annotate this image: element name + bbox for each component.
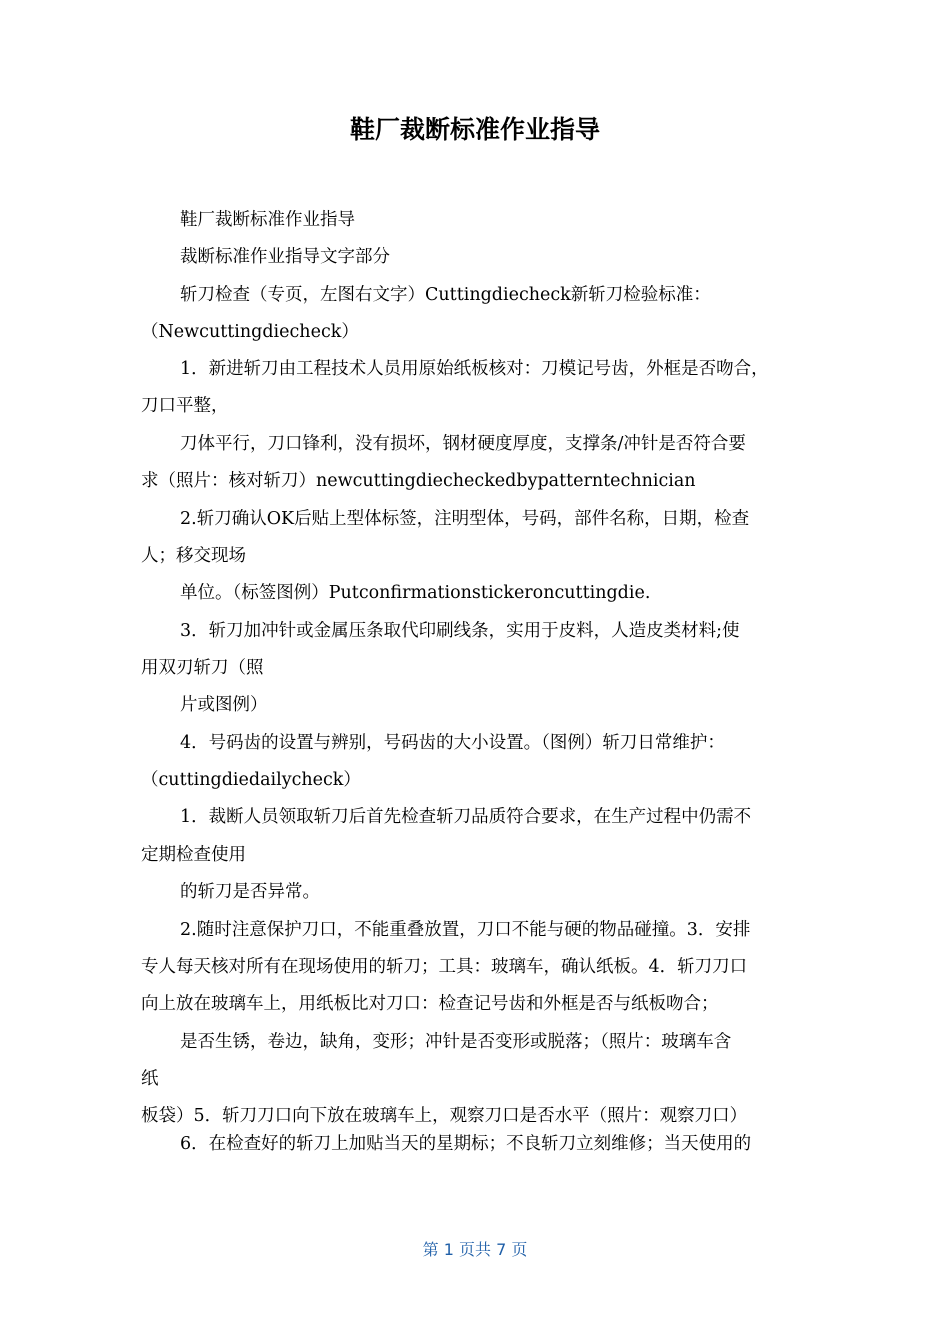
- body-line: 人；移交现场: [141, 546, 246, 566]
- body-line: 求（照片：核对斩刀）newcuttingdiecheckedbypatterntechnician: [141, 471, 696, 491]
- body-line: 6．在检查好的斩刀上加贴当天的星期标；不良斩刀立刻维修；当天使用的: [180, 1134, 752, 1154]
- body-line: 2.斩刀确认OK后贴上型体标签，注明型体，号码，部件名称，日期，检查: [180, 509, 750, 529]
- body-line: 向上放在玻璃车上，用纸板比对刀口：检查记号齿和外框是否与纸板吻合；: [141, 994, 719, 1014]
- body-line: 斩刀检查（专页，左图右文字）Cuttingdiecheck新斩刀检验标准：: [180, 285, 711, 305]
- body-line: 纸: [141, 1069, 159, 1089]
- body-line: 刀口平整，: [141, 396, 229, 416]
- body-line: （cuttingdiedailycheck）: [141, 770, 361, 790]
- body-line: 3．斩刀加冲针或金属压条取代印刷线条，实用于皮料，人造皮类材料;使: [180, 621, 740, 641]
- body-line: （Newcuttingdiecheck）: [141, 322, 359, 342]
- body-line: 的斩刀是否异常。: [180, 882, 320, 902]
- body-line: 专人每天核对所有在现场使用的斩刀；工具：玻璃车，确认纸板。4．斩刀刀口: [141, 957, 748, 977]
- body-line: 板袋）5．斩刀刀口向下放在玻璃车上，观察刀口是否水平（照片：观察刀口）: [141, 1106, 748, 1126]
- body-line: 刀体平行，刀口锋利，没有损坏，钢材硬度厚度，支撑条/冲针是否符合要: [180, 434, 746, 454]
- body-line: 1．新进斩刀由工程技术人员用原始纸板核对：刀模记号齿，外框是否吻合，: [180, 359, 769, 379]
- body-line: 片或图例）: [180, 695, 268, 715]
- body-line: 4．号码齿的设置与辨别，号码齿的大小设置。（图例）斩刀日常维护：: [180, 733, 725, 753]
- body-line: 2.随时注意保护刀口，不能重叠放置，刀口不能与硬的物品碰撞。3．安排: [180, 920, 751, 940]
- body-line: 用双刃斩刀（照: [141, 658, 264, 678]
- page-number-footer: 第 1 页共 7 页: [422, 1240, 528, 1259]
- body-line: 1．裁断人员领取斩刀后首先检查斩刀品质符合要求，在生产过程中仍需不: [180, 807, 752, 827]
- body-line: 定期检查使用: [141, 845, 246, 865]
- body-line: 裁断标准作业指导文字部分: [180, 247, 390, 267]
- body-line: 单位。（标签图例）Putconfirmationstickeroncuttingdie.: [180, 583, 651, 603]
- body-line: 是否生锈，卷边，缺角，变形；冲针是否变形或脱落；（照片：玻璃车含: [180, 1032, 732, 1052]
- page-title: 鞋厂裁断标准作业指导: [349, 115, 600, 144]
- body-line: 鞋厂裁断标准作业指导: [180, 210, 355, 230]
